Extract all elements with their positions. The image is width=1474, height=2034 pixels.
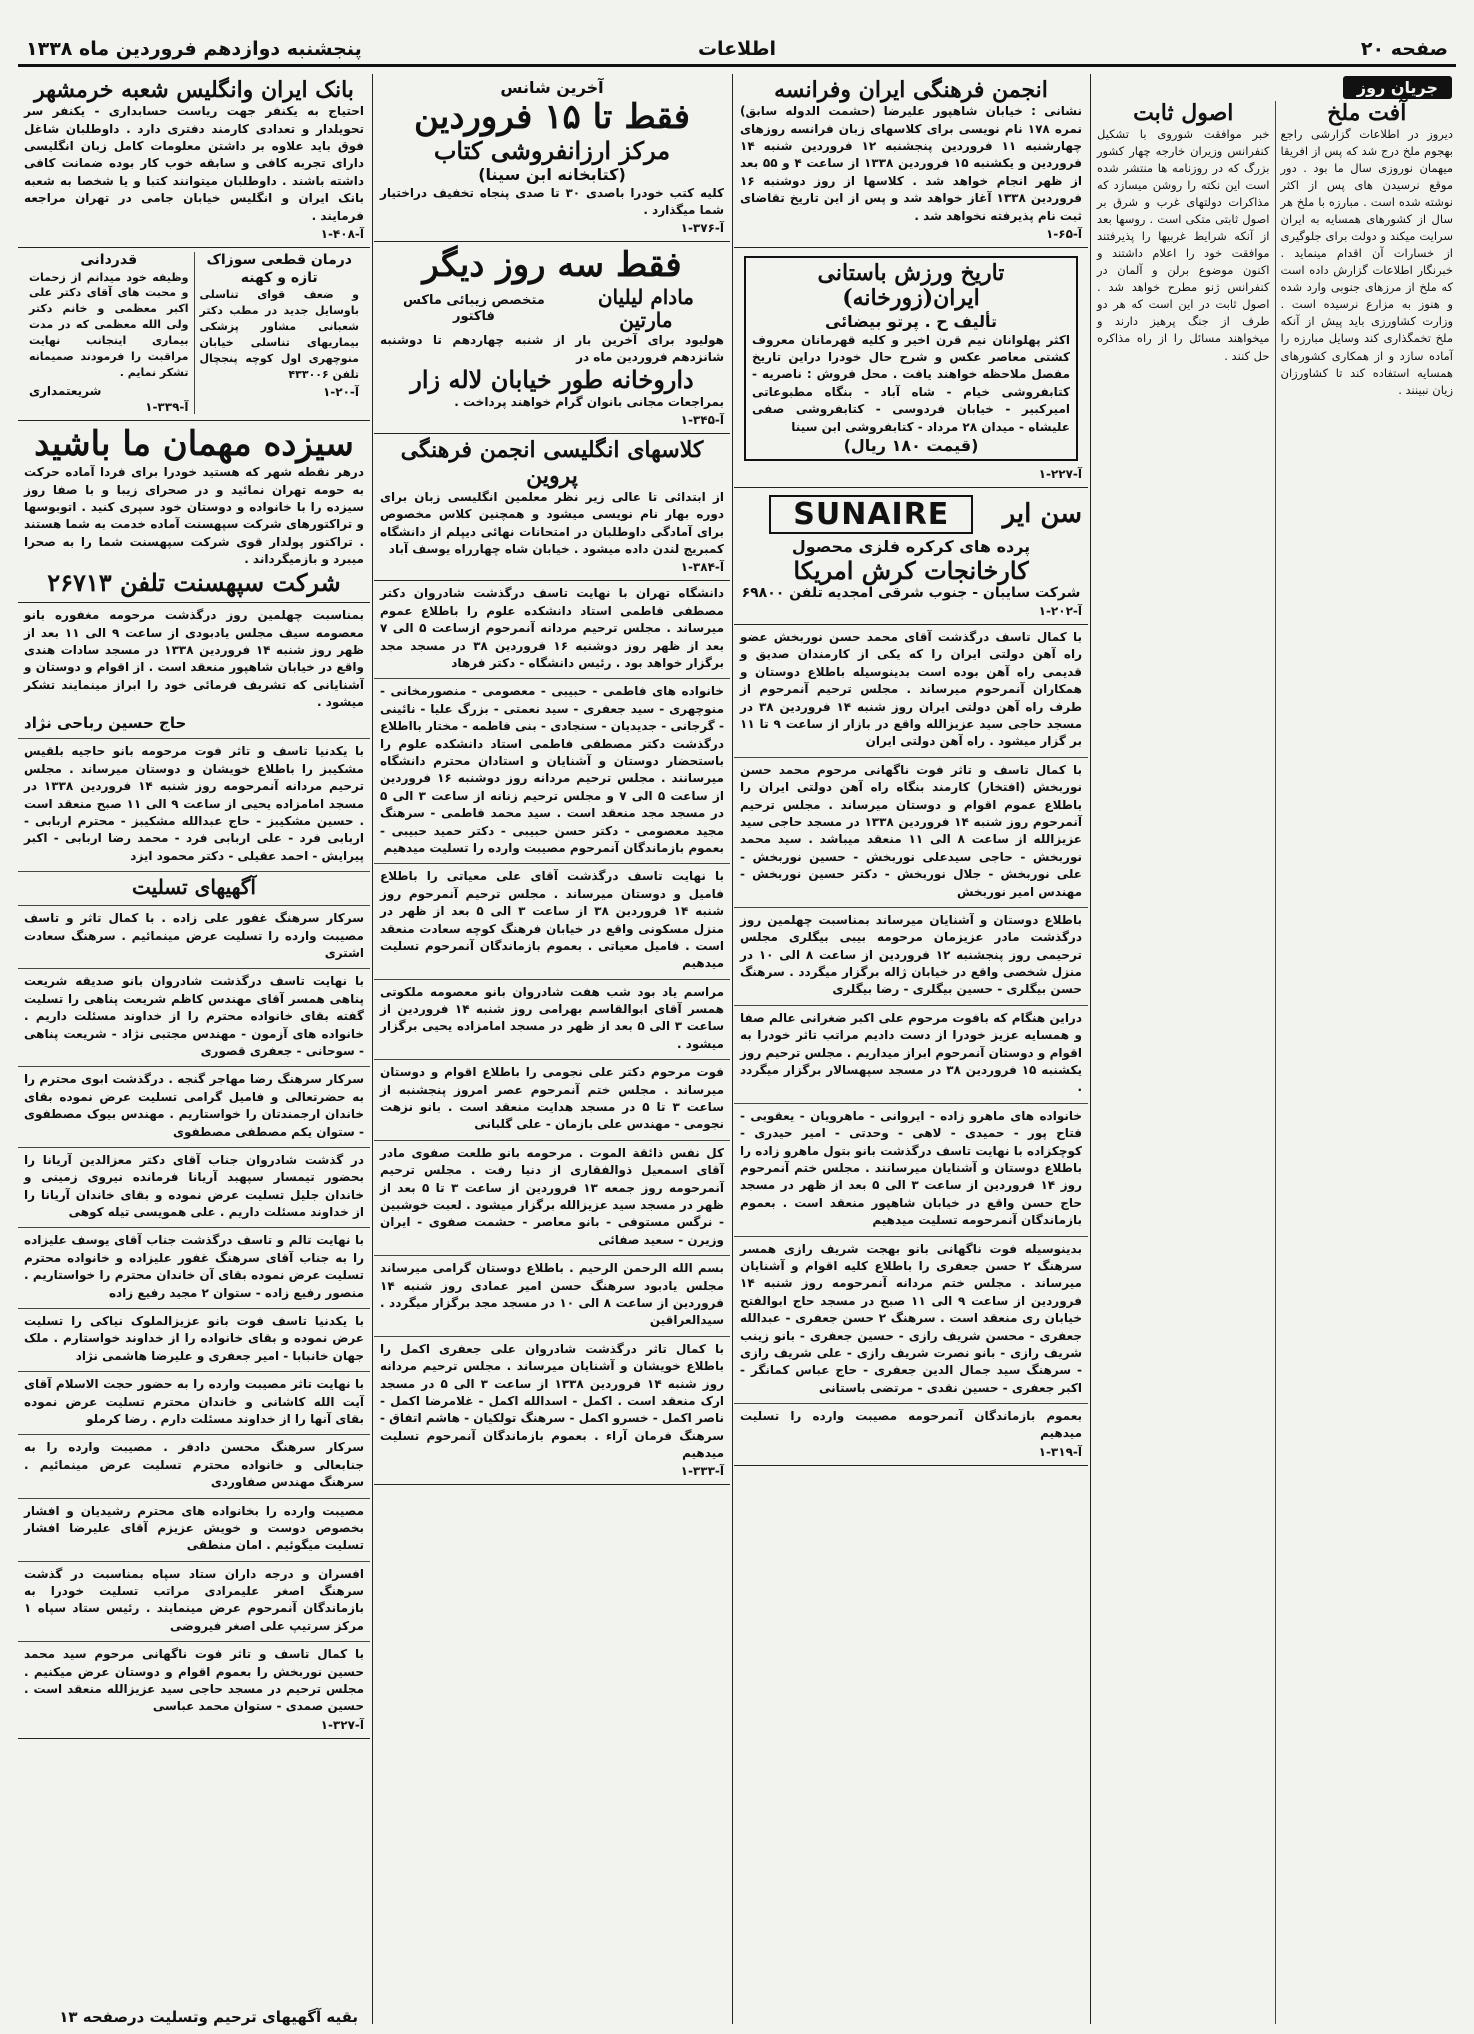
sunaire-logo: SUNAIRE [769, 495, 973, 534]
ad-brand-fa: سن ایر [1002, 498, 1082, 529]
notice: با کمال تاسف و تاثر فوت ناگهانی مرحوم سید محمد حسین نوربخش را بعموم اقوام و دوستان عرض میکنیم . مجلس ترحیم در مسجد حاجی سید عزیزالله منعقد است . حسین صمدی - ستوان محمد عباسی آ-۳۲۷-۱ [18, 1642, 370, 1739]
continued-note: بقیه آگهیهای ترحیم وتسلیت درصفحه ۱۳ [59, 2008, 358, 2026]
notice: با نهایت تاثر مصیبت وارده را به حضور حجت الاسلام آقای آیت الله کاشانی و خاندان محترم تسلیت عرض نموده بقای آنها را از خداوند مسئلت دارم . رضا کرملو [18, 1372, 370, 1435]
editorial-title: آفت ملخ [1327, 100, 1407, 126]
ad-name: مادام لیلیان مارتین [597, 284, 695, 332]
ad-ref: آ-۲۲۷-۱ [1038, 466, 1082, 481]
ad-ref: آ-۳۳۹-۱ [145, 400, 189, 415]
notice: با یکدنیا تاسف و تاثر فوت مرحومه بانو حاجیه بلقیس مشکیبز را باطلاع خویشان و دوستان میرساند . مجلس ترحیم مردانه آنمرحومه روز شنبه ۱۴ فروردین ۱۳۳۸ در مسجد امامزاده یحیی از ساعت ۹ الی ۱۱ صبح منعقد است . حسین مشکیبز - حاج عبدالله مشکیبز - محترم اربابی - اربابی فرد - علی اربابی فرد - محمد رضا اربابی - اکبر پیرایش - احمد عقیلی - دکتر محمود ایزد [18, 739, 370, 872]
condolence-heading: آگهیهای تسلیت [132, 875, 256, 900]
column-rule [1090, 74, 1091, 2024]
ad-title: درمان قطعی سوزاک تازه و کهنه [206, 252, 352, 286]
ad-store-sub: (کتابخانه ابن سینا) [478, 164, 626, 184]
column-ads-notices-3 [374, 74, 730, 2024]
ad-body: و ضعف قوای تناسلی باوسایل جدید در مطب دکتر شعبانی مشاور پزشکی بیماریهای تناسلی خیابان منوچهری اول کوچه پنجچال تلفن ۴۳۳۰۰۶ [199, 288, 359, 381]
notice: با کمال تاسف درگذشت آقای محمد حسن نوربخش عضو راه آهن دولتی ایران را که یکی از کارمندان صدیق و قدیمی راه آهن بوده است بدینوسیله باطلاع دوستان و همکاران آنمرحوم میرساند . مجلس ترحیم آنمرحوم از طرف راه آهن دولتی ایران روز شنبه ۱۴ فروردین ۳۸ در مسجد حاجی سید عزیزالله واقع در بازار از ساعت ۹ تا ۱۱ بر گزار میشود . راه آهن دولتی ایران [734, 625, 1088, 758]
notice: باطلاع دوستان و آشنایان میرساند بمناسبت چهلمین روز درگذشت مادر عزیزمان مرحومه بیبی بیگلری مجلس ترحیمی روز پنجشنبه ۱۲ فروردین از ساعت ۸ الی ۱۰ در منزل شخصی واقع در خیابان ژاله برگزار میگردد . سرهنگ حسن بیگلری - حسین بیگلری - رضا بیگلری [734, 908, 1088, 1006]
editorial-tag-wrap [1092, 74, 1458, 101]
ad-company: شرکت سپهسنت تلفن ۲۶۷۱۳ [47, 567, 341, 597]
ad-title: فقط سه روز دیگر [422, 245, 682, 286]
notice: سرکار سرهنگ محسن دادفر . مصیبت وارده را به جنابعالی و خانواده محترم تسلیت عرض مینمائیم . سرهنگ مهندس صفاوردی [18, 1435, 370, 1498]
notice: در گذشت شادروان جناب آقای دکتر معزالدین آریانا را بحضور تیمسار سپهبد آریانا فرمانده نیروی زمینی و خاندان جلیل تسلیت عرض نموده و بقای خاندان آریانا را از خداوند مسئلت داریم . علی همویسی تیله کوهی [18, 1148, 370, 1229]
ad-ref: آ-۶۵-۱ [1045, 227, 1082, 242]
ad-sign: شریعتمداری [29, 384, 102, 399]
editorial-title: اصول ثابت [1133, 100, 1234, 126]
notice: مراسم یاد بود شب هفت شادروان بانو معصومه ملکوتی همسر آقای ابوالقاسم بهرامی روز شنبه ۱۴ فروردین از ساعت ۳ الی ۵ بعد از ظهر در مسجد امامزاده یحیی برگزار میشود . [374, 980, 730, 1061]
notice: بدینوسیله فوت ناگهانی بانو بهجت شریف رازی همسر سرهنگ ۲ حسن جعفری را باطلاع کلیه اقوام و آشنایان میرساند . مجلس ختم مردانه آنمرحومه روز شنبه ۱۴ فروردین از ساعت ۹ الی ۱۱ صبح در مسجد حاج ابوالفتح خیابان ری منعقد است . سرهنگ ۲ حسن جعفری - عبدالله جعفری - محسن شریف رازی - حسین جعفری - بانو زینب شریف رازی - بانو نصرت شریف رازی - علی شریف رازی - سرهنگ سید جمال الدین جعفری - حاج عباس کمانگر - اکبر جعفری - حسین نقدی - مرتضی باستانی [734, 1237, 1088, 1405]
editorial-body: دیروز در اطلاعات گزارشی راجع بهجوم ملخ درج شد که پس از افریقا میهمان نوروزی سال ما بود . دور موقع نرسیدن های پس از اکثر نوشته شده است . مبارزه با ملخ هر سال از کشورهای همسایه به ایران سرایت میکند و دولت برای جلوگیری از خسارات آن اقدام مینماید . خبرنگار اطلاعات گزارش داده است که ملخ از مرزهای جنوبی وارد شده و هنوز به مزارع نرسیده است . وزارت کشاورزی باید پیش از آنکه ملخ تخمگذاری کند وسایل مبارزه را آماده سازد و از همکاری کشورهای همسایه استفاده کند تا کشاورزان زیان نبینند . [1280, 127, 1453, 397]
ad-body: وظیفه خود میدانم از زحمات و محبت های آقای دکتر علی اکبر معظمی و خانم دکتر ولی الله معظمی که در مدت بیماری اینجانب نهایت مراقبت را فرمودند صمیمانه تشکر نمایم . [29, 270, 189, 380]
ad-body: درهر نقطه شهر که هستید خودرا برای فردا آماده حرکت به حومه تهران نمائید و در صحرای زیبا و با صفا روز سیزده را با خانواده و دوستان خود سپری کنید . اتوبوسها و تراکتورهای شرکت سپهسنت آماده خدمت به شما هستند . تراکتور پولدار قوی شرکت سپهسنت شما را به صحرا میبرد و بازمیگرداند . [24, 465, 364, 567]
ad-title: فقط تا ۱۵ فروردین [414, 97, 690, 137]
ad-title: کلاسهای انگلیسی انجمن فرهنگی پروین [400, 437, 704, 489]
ad-body: بمراجعات مجانی بانوان گرام خواهند پرداخت . [454, 394, 724, 409]
ad-line: پرده های کرکره فلزی محصول [791, 536, 1031, 556]
ad-body: هولیود برای آخرین بار از شنبه چهاردهم تا دوشنبه شانزدهم فروردین ماه در [380, 332, 724, 364]
notice: دراین هنگام که بافوت مرحوم علی اکبر ضغرانی عالم صفا و همسایه عزیز خودرا از دست دادیم مراتب تاثر خودرا به اقوام و دوستان آنمرحوم ابراز میداریم . مجلس ترحیم روز یکشنبه ۱۵ فروردین ۳۸ در مسجد سپهسالار برگزار میگردد . [734, 1006, 1088, 1104]
ad-body: اکثر پهلوانان نیم قرن اخیر و کلیه قهرمانان معروف کشتی معاصر عکس و شرح حال خودرا دراین تاریخ مفصل ملاحظه خواهند یافت . محل فروش : ناصریه - کتابفروشی خیام - شاه آباد - بنگاه مطبوعاتی امیرکبیر - خیابان فردوسی - کتابفروشی صفی علیشاه - میدان ۲۸ مرداد - کتابفروشی ابن سینا [752, 332, 1070, 434]
notice-heading-wrap [18, 872, 370, 906]
date-line: پنجشنبه دوازدهم فروردین ماه ۱۳۳۸ [26, 38, 362, 60]
ad-subtitle: متخصص زیبائی ماکس فاکتور [403, 292, 545, 324]
notice: بسم الله الرحمن الرحیم . باطلاع دوستان گرامی میرساند مجلس یادبود سرهنگ حسن امیر عمادی روز شنبه ۱۴ فروردین از ساعت ۸ الی ۱۰ در مسجد مجد برگزار میگردد . سیدالعراقین [374, 1256, 730, 1337]
ad-iran-france-society [734, 74, 1088, 248]
column-ads-notices-4 [18, 74, 370, 2024]
ad-medical [194, 252, 365, 414]
ad-brand-row [740, 492, 1082, 537]
ad-title: قدردانی [80, 252, 138, 269]
masthead [18, 38, 1456, 67]
ad-title: تاریخ ورزش باستانی ایران(زورخانه) [817, 260, 1005, 312]
column-rule [732, 74, 733, 2024]
notice-ref: آ-۳۱۹-۱ [1038, 1444, 1082, 1459]
editorial-tag: جریان روز [1343, 76, 1452, 99]
ad-book-sale [374, 74, 730, 242]
notice: سرکار سرهنگ رضا مهاجر گنجه . درگذشت ابوی محترم را به حضرتعالی و فامیل گرامی تسلیت عرض نموده بقای خاندان ارجمندتان را خواستاریم . مهندس بیوک مصطفوی - ستوان یکم مصطفی مصطفوی [18, 1067, 370, 1148]
editorial-item [1092, 101, 1275, 2024]
ad-ref: آ-۳۸۴-۱ [680, 560, 724, 575]
ad-ref: آ-۲۰-۱ [322, 384, 359, 399]
ad-box [744, 256, 1078, 461]
ad-line: کارخانجات کرش امریکا [793, 555, 1029, 585]
ad-pair-cols [24, 252, 364, 414]
ad-zurkhaneh-book [734, 248, 1088, 488]
notice: با نهایت تالم و تاسف درگذشت جناب آقای یوسف علیزاده را به جناب آقای سرهنگ غفور علیزاده و خانواده محترم تسلیت عرض نموده بقای آن خاندان محترم را خواستاریم . منصور رفیع زاده - ستوان ۲ مجید رفیع زاده [18, 1228, 370, 1309]
notice: سرکار سرهنگ غفور علی زاده . با کمال تاثر و تاسف مصیبت وارده را تسلیت عرض مینمائیم . سرهنگ سعادت اشتری [18, 906, 370, 969]
notice-sign: حاج حسین رباحی نژاد [24, 714, 187, 733]
column-ads-notices-2 [734, 74, 1088, 2024]
ad-ref: آ-۳۷۶-۱ [680, 221, 724, 236]
ad-title: انجمن فرهنگی ایران وفرانسه [774, 77, 1048, 103]
notice: بمناسبت چهلمین روز درگذشت مرحومه مغفوره بانو معصومه سیف مجلس یادبودی از ساعت ۹ الی ۱۱ بعد از ظهر روز شنبه ۱۴ فروردین ۱۳۳۸ در مسجد سادات هندی واقع در خیابان شاهپور منعقد است . از اقوام و دوستان و آشنایانی که تشریف فرمائی خود را ابراز مینمایند تشکر میشود . حاج حسین رباحی نژاد [18, 603, 370, 739]
notice: خانواده های فاطمی - حبیبی - معصومی - منصورمخانی - منوچهری - سید جعفری - سید نعمتی - بزرگ علیا - نائینی - گرجانی - جدیدیان - سنجادی - بنی فاطمه - مختار بااطلاع درگذشت دکتر مصطفی فاطمی استاد دانشکده علوم را باستحضار دوستان و آشنایان و استادان محترم دانشگاه میرسانند . مجلس ترحیم مردانه روز دوشنبه ۱۶ فروردین از ساعت ۵ الی ۷ و مجلس ترحیم زنانه از ساعت ۳ الی ۵ در مسجد مجد منعقد است . سید محمد فاطمی - سرهنگ مجید معصومی - دکتر حسن حبیبی - دکتر حمید حبیبی - بعموم بازماندگان آنمرحوم مصیبت وارده را تسلیت میدهیم [374, 679, 730, 864]
ad-ref: آ-۳۴۵-۱ [680, 413, 724, 428]
ad-name-row [380, 286, 724, 332]
paper-name: اطلاعات [697, 38, 777, 60]
notice: با کمال تاثر درگذشت شادروان علی جعفری اکمل را باطلاع خویشان و آشنایان میرساند . مجلس ترحیم مردانه روز شنبه ۱۴ فروردین ۱۳۳۸ از ساعت ۳ الی ۵ در مسجد ارک منعقد است . اکمل - اسدالله اکمل - غلامرضا اکمل - ناصر اکمل - خسرو اکمل - سرهنگ تولکیان - هاشم اتفاق - سرهنگ فرمان آراء . بعموم بازماندگان آنمرحوم تسلیت میدهیم آ-۳۳۳-۱ [374, 1337, 730, 1486]
ad-body: کلیه کتب خودرا باصدی ۳۰ تا صدی پنجاه تخفیف دراختیار شما میگذارد . [380, 185, 724, 218]
ad-sizdah [18, 421, 370, 603]
notice: فوت مرحوم دکتر علی نجومی را باطلاع اقوام و دوستان میرساند . مجلس ختم آنمرحوم عصر امروز پنجشنبه از ساعت ۳ تا ۵ در مسجد هدایت منعقد است . بانو نزهت نجومی - مهندس علی بازمان - علی گلبانی [374, 1060, 730, 1141]
column-rule [372, 74, 373, 2024]
ad-price: (قیمت ۱۸۰ ریال) [843, 435, 979, 455]
notice: خانواده های ماهرو زاده - ایروانی - ماهرویان - یعقوبی - فتاح پور - حمیدی - لاهی - وحدتی - امیر حیدری - کوچکزاده با نهایت تاسف درگذشت بانو بتول ماهرو زاده را باطلاع دوستان و آشنایان میرسانند . مجلس ختم آنمرحوم روز ۱۴ فروردین از ساعت ۳ الی ۵ بعد از ظهر در مسجد حاج حسن واقع در خیابان شاهپور منعقد است . بعموم بازماندگان آنمرحومه تسلیت میدهیم [734, 1104, 1088, 1237]
editorial-item [1275, 101, 1459, 2024]
notice: مصیبت وارده را بخانواده های محترم رشیدیان و افشار بخصوص دوست و خویش عزیزم آقای علیرضا افشار تسلیت میگوئیم . امان منطقی [18, 1499, 370, 1562]
ad-max-factor [374, 242, 730, 434]
notice: با کمال تاسف و تاثر فوت ناگهانی مرحوم محمد حسن نوربخش (افتخار) کارمند بنگاه راه آهن دولتی ایران را باطلاع عموم اقوام و دوستان میرساند . مجلس ترحیم آنمرحوم روز شنبه ۱۴ فروردین ۱۳۳۸ در مسجد حاجی سید عزیزالله از ساعت ۸ الی ۱۱ منعقد میباشد . سید محمد نوربخش - حاجی سیدعلی نوربخش - حسین نوربخش - علی نوربخش - جلال نوربخش - دکتر حسین نوربخش - مهندس امیر نوربخش [734, 758, 1088, 908]
notice: دانشگاه تهران با نهایت تاسف درگذشت شادروان دکتر مصطفی فاطمی استاد دانشکده علوم را باطلاع عموم میرساند . مجلس ترحیم مردانه آنمرحوم ازساعت ۵ الی ۷ بعد از ظهر روز دوشنبه ۱۶ فروردین ۳۸ در مسجد مجد برگزار خواهد بود . رئیس دانشگاه - دکتر فرهاد [374, 581, 730, 679]
ad-author: تألیف ح . پرتو بیضائی [824, 311, 997, 331]
ad-store: مرکز ارزانفروشی کتاب [433, 136, 671, 166]
ad-sunaire [734, 488, 1088, 625]
ad-body: از ابتدائی تا عالی زیر نظر معلمین انگلیسی زبان برای دوره بهار نام نویسی میشود و همچنین کلاس مخصوص برای آمادگی داوطلبان در امتحانات نهائی دیپلم از دانشگاه کمبریج لندن داده میشود . خیابان شاه چهارراه یوسف آباد [380, 489, 724, 557]
ad-line: شرکت سایبان - جنوب شرقی امجدیه تلفن ۶۹۸۰۰ [741, 584, 1081, 601]
ad-pretitle: آخرین شانس [500, 78, 604, 97]
notice-ref: آ-۳۲۷-۱ [320, 1717, 364, 1732]
editorial-body: خبر موافقت شوروی با تشکیل کنفرانس وزیران خارجه چهار کشور بزرگ که در روزنامه ها منتشر شده است این نکته را روشن میسازد که مذاکرات دولتهای غرب و شرق بر اصول ثابتی متکی است . روسها بعد از آنکه شرایط غربیها را پذیرفتند موافقت خود را اعلام داشتند و اکنون موضوع برلن و آلمان در کنفرانس ژنو مطرح خواهد شد . اصول ثابت در این است که هر دو طرف از جنگ پرهیز دارند و میخواهند مسائل را از راه مذاکره حل کنند . [1097, 127, 1270, 363]
ad-parvin-english [374, 434, 730, 581]
ad-pair [18, 248, 370, 421]
ad-ref: آ-۲۰۲-۱ [1038, 604, 1082, 619]
notice: افسران و درجه داران ستاد سپاه بمناسبت در گذشت سرهنگ اصغر علیمرادی مراتب تسلیت خودرا به بازماندگان آنمرحوم عرض مینمایند . رئیس ستاد سپاه ۱ مرکز سرتیپ علی اصغر فیروضی [18, 1562, 370, 1643]
notice: کل نفس ذائقة الموت . مرحومه بانو طلعت صفوی مادر آقای اسمعیل ذوالفقاری از دنیا رفت . مجلس ترحیم آنمرحومه روز جمعه ۱۳ فروردین از ساعت ۳ تا ۵ بعد از ظهر در مسجد سید عزیزالله برگزار میشود . لعبت خوشبین - نرگس مستوفی - بانو معاصر - حشمت صفوی - ایران وزیرن - سعید صفائی [374, 1141, 730, 1256]
ad-ref: آ-۴۰۸-۱ [320, 227, 364, 242]
editorial-subcolumns [1092, 101, 1458, 2024]
ad-bank-khorramshahr [18, 74, 370, 248]
notice-ref: آ-۳۳۳-۱ [680, 1464, 724, 1479]
ad-title: بانک ایران وانگلیس شعبه خرمشهر [34, 77, 354, 103]
notice: بعموم بازماندگان آنمرحومه مصیبت وارده را تسلیت میدهیم آ-۳۱۹-۱ [734, 1404, 1088, 1466]
ad-body: نشانی : خیابان شاهپور علیرضا (حشمت الدوله سابق) نمره ۱۷۸ نام نویسی برای کلاسهای زبان فرانسه روزهای چهارشنبه ۱۱ فروردین پنجشنبه ۱۲ فروردین شنبه ۱۴ فروردین و یکشنبه ۱۵ فروردین ۱۳۳۸ از ساعت ۴ و ۵۵ بعد از ظهر انجام خواهد شد . کلاسها از روز دوشنبه ۱۶ فروردین ۱۳۳۸ آغاز خواهد شد و پس از این تاریخ تقاضای ثبت نام پذیرفته نخواهد شد . [740, 104, 1083, 223]
ad-gratitude [24, 252, 194, 414]
ad-title: سیزده مهمان ما باشید [34, 424, 354, 465]
notice: با نهایت تاسف درگذشت شادروان بانو صدیقه شریعت پناهی همسر آقای مهندس کاظم شریعت پناهی را تسلیت گفته بقای خانواده محترم را از خداوند مسئلت داریم . خانواده های آزمون - مهندس مجتبی نژاد - شریعت پناهی - سوحانی - جعفری قصوری [18, 969, 370, 1067]
page-number: صفحه ۲۰ [1360, 38, 1448, 60]
column-editorial [1092, 74, 1458, 2024]
notice: با یکدنیا تاسف فوت بانو عزیزالملوک نیاکی را تسلیت عرض نموده و بقای خانواده را از خداوند خواستارم . ملک جهان خانبابا - امیر جعفری و علیرضا هاشمی نژاد [18, 1309, 370, 1372]
notice: با نهایت تاسف درگذشت آقای علی معیاتی را باطلاع فامیل و دوستان میرساند . مجلس ترحیم آنمرحوم روز شنبه ۱۴ فروردین ۳۸ از ساعت ۳ الی ۵ بعد از ظهر در منزل مسکونی واقع در خیابان فرهنگ کوچه سعادت منعقد است . فامیل معیاتی . بعموم بازماندگان آنمرحوم تسلیت میدهیم [374, 864, 730, 979]
ad-body: احتیاج به یکنفر جهت ریاست حسابداری - یکنفر سر تحویلدار و تعدادی کارمند دفتری دارد . داوطلبان شاغل فوق باید علاوه بر داشتن معلومات کامل زبان انگلیسی دارای تجربه کافی و سابقه خوب کار بوده ضمانت کافی داشته باشند . داوطلبان میتوانند کتبا و یا شخصا به شعبه بانک ایران و انگلیس خیابان جامی در تهران مراجعه فرمایند . [24, 104, 364, 223]
ad-place: داروخانه طور خیابان لاله زار [410, 365, 694, 395]
